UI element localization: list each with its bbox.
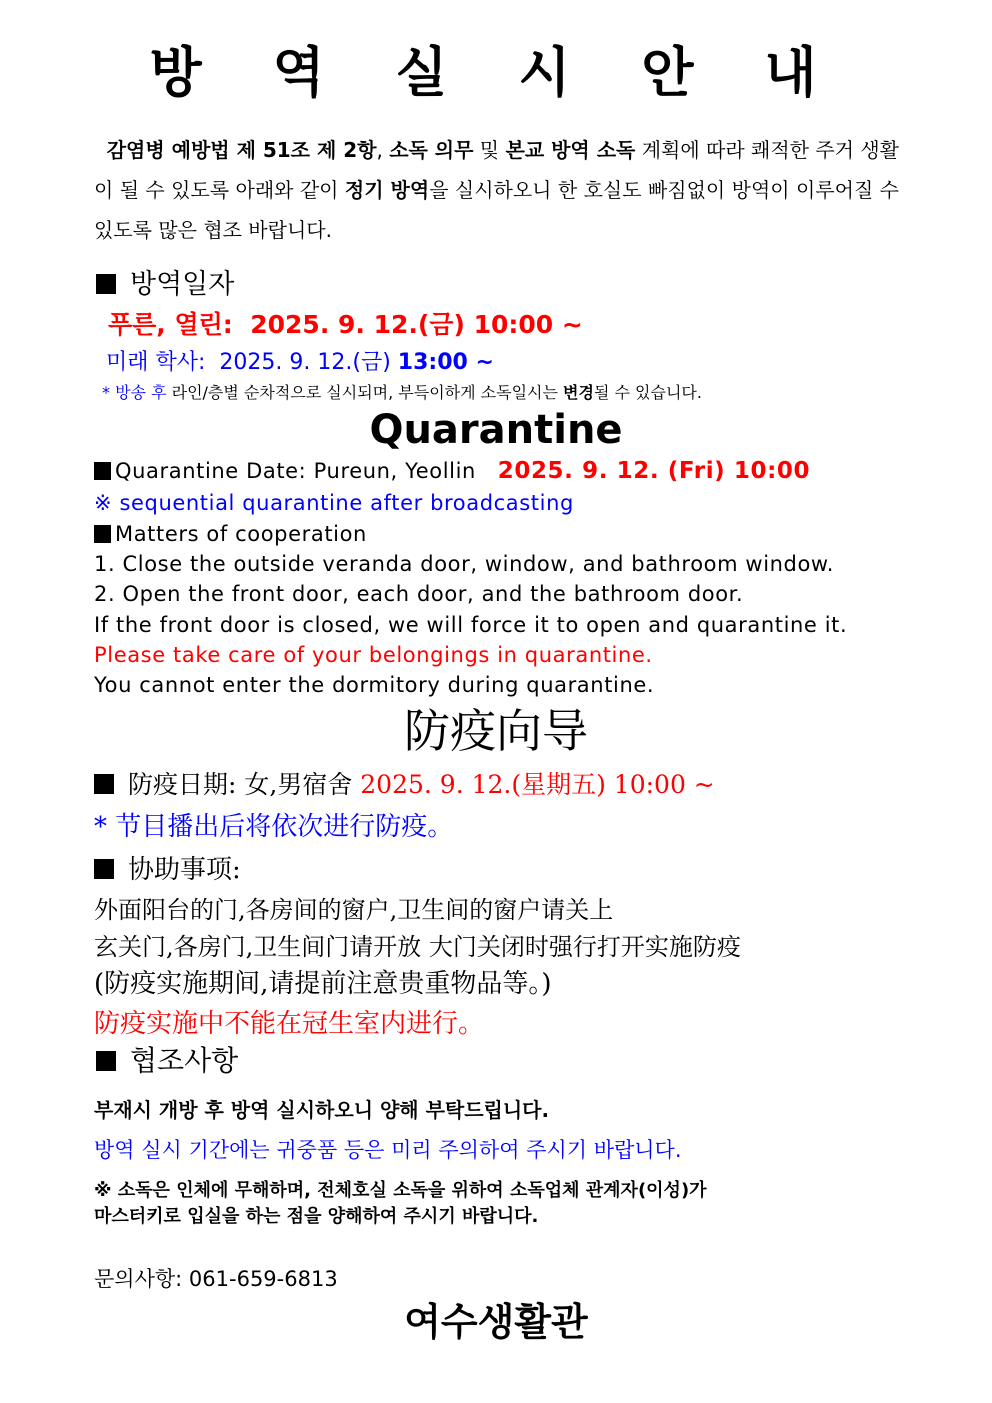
schedule-heading: [96, 268, 234, 302]
chinese-date-line: [94, 767, 715, 803]
schedule-note: [102, 381, 702, 405]
english-line: You cannot enter the dormitory during quarantine.: [94, 673, 655, 697]
english-date-value: 2025. 9. 12. (Fri) 10:00: [497, 458, 811, 484]
note-text: 라인/층별 순차적으로 실시되며, 부득이하게 소독일시는: [166, 383, 564, 402]
square-bullet-icon: [94, 462, 111, 480]
note-prefix: * 방송 후: [102, 383, 167, 402]
square-bullet-icon: [96, 274, 116, 294]
schedule-heading-text: 방역일자: [130, 269, 235, 300]
english-cooperation-heading-text: Matters of cooperation: [115, 522, 367, 546]
intro-text: ,: [376, 138, 390, 162]
signature: 여수생활관: [404, 1300, 588, 1344]
chinese-line-warning: 防疫实施中不能在冠生室内进行。: [94, 1009, 485, 1039]
contact-phone: 061-659-6813: [188, 1267, 338, 1291]
english-line-warning: Please take care of your belongings in quarantine.: [94, 643, 653, 667]
dorm-label: 미래 학사:: [106, 350, 206, 375]
square-bullet-icon: [94, 525, 111, 543]
chinese-section-title: 防疫向导: [404, 704, 588, 758]
english-date-label: Quarantine Date: Pureun, Yeollin: [115, 459, 476, 483]
square-bullet-icon: [94, 774, 114, 794]
cooperation-notice-line2: 마스터키로 입실을 하는 점을 양해하여 주시기 바랍니다.: [94, 1206, 539, 1227]
square-bullet-icon: [94, 859, 114, 879]
intro-paragraph: [94, 130, 899, 250]
intro-text: 을 실시하오니 한 호실도 빠짐없이 방역이 이루어질 수 있도록 많은 협조 바랍니다.: [94, 178, 899, 242]
chinese-line: 玄关门,各房门,卫生间门请开放 大门关闭时强行打开实施防疫: [94, 933, 741, 961]
intro-bold-law: 감염병 예방법 제 51조 제 2항: [106, 138, 377, 162]
english-line: 2. Open the front door, each door, and the bathroom door.: [94, 582, 744, 606]
cooperation-heading: [96, 1044, 238, 1078]
intro-bold-duty: 소독 의무: [389, 138, 474, 162]
square-bullet-icon: [96, 1051, 116, 1071]
note-text: 될 수 있습니다.: [593, 383, 702, 402]
schedule-line-pureun-yeollin: [108, 308, 583, 342]
english-date-line: [94, 456, 810, 486]
chinese-note: * 节目播出后将依次进行防疫。: [94, 812, 454, 842]
schedule-line-mirae: [106, 348, 494, 378]
chinese-line: 外面阳台的门,各房间的窗户,卫生间的窗户请关上: [94, 896, 614, 924]
note-bold: 변경: [563, 383, 594, 402]
chinese-line: (防疫实施期间,请提前注意贵重物品等。): [94, 969, 552, 999]
cooperation-notice-line1: ※ 소독은 인체에 무해하며, 전체호실 소독을 위하여 소독업체 관계자(이성)가: [94, 1180, 707, 1201]
intro-bold-plan: 본교 방역 소독: [505, 138, 636, 162]
english-line: 1. Close the outside veranda door, window, and bathroom window.: [94, 552, 835, 576]
intro-text: 계획에 따라 쾌적한 주거 생활이 될 수 있도록 아래와 같이: [94, 138, 899, 202]
english-line: If the front door is closed, we will force it to open and quarantine it.: [94, 613, 848, 637]
chinese-cooperation-heading: [94, 852, 241, 888]
cooperation-line-valuables: 방역 실시 기간에는 귀중품 등은 미리 주의하여 주시기 바랍니다.: [94, 1138, 682, 1162]
intro-bold-regular: 정기 방역: [344, 178, 430, 202]
page-title: 방 역 실 시 안 내: [149, 41, 843, 104]
chinese-date-value: 2025. 9. 12.(星期五) 10:00 ~: [360, 770, 715, 799]
cooperation-heading-text: 협조사항: [130, 1044, 239, 1077]
contact-label: 문의사항:: [94, 1267, 183, 1291]
dorm-time: 13:00 ~: [397, 350, 494, 375]
dorm-date: 2025. 9. 12.(금) 10:00 ~: [250, 310, 583, 339]
english-section-title: Quarantine: [369, 407, 623, 453]
intro-text: 및: [473, 138, 506, 162]
dorm-label: 푸른, 열린:: [108, 310, 233, 339]
chinese-cooperation-heading-text: 协助事项:: [128, 855, 241, 885]
contact-line: [94, 1264, 338, 1294]
dorm-date: 2025. 9. 12.(금): [219, 350, 391, 375]
cooperation-line-absence: 부재시 개방 후 방역 실시하오니 양해 부탁드립니다.: [94, 1098, 550, 1122]
english-cooperation-heading: [94, 519, 367, 549]
chinese-date-label: 防疫日期: 女,男宿舍: [128, 770, 353, 799]
english-sequential-note: ※ sequential quarantine after broadcasting: [94, 491, 574, 515]
